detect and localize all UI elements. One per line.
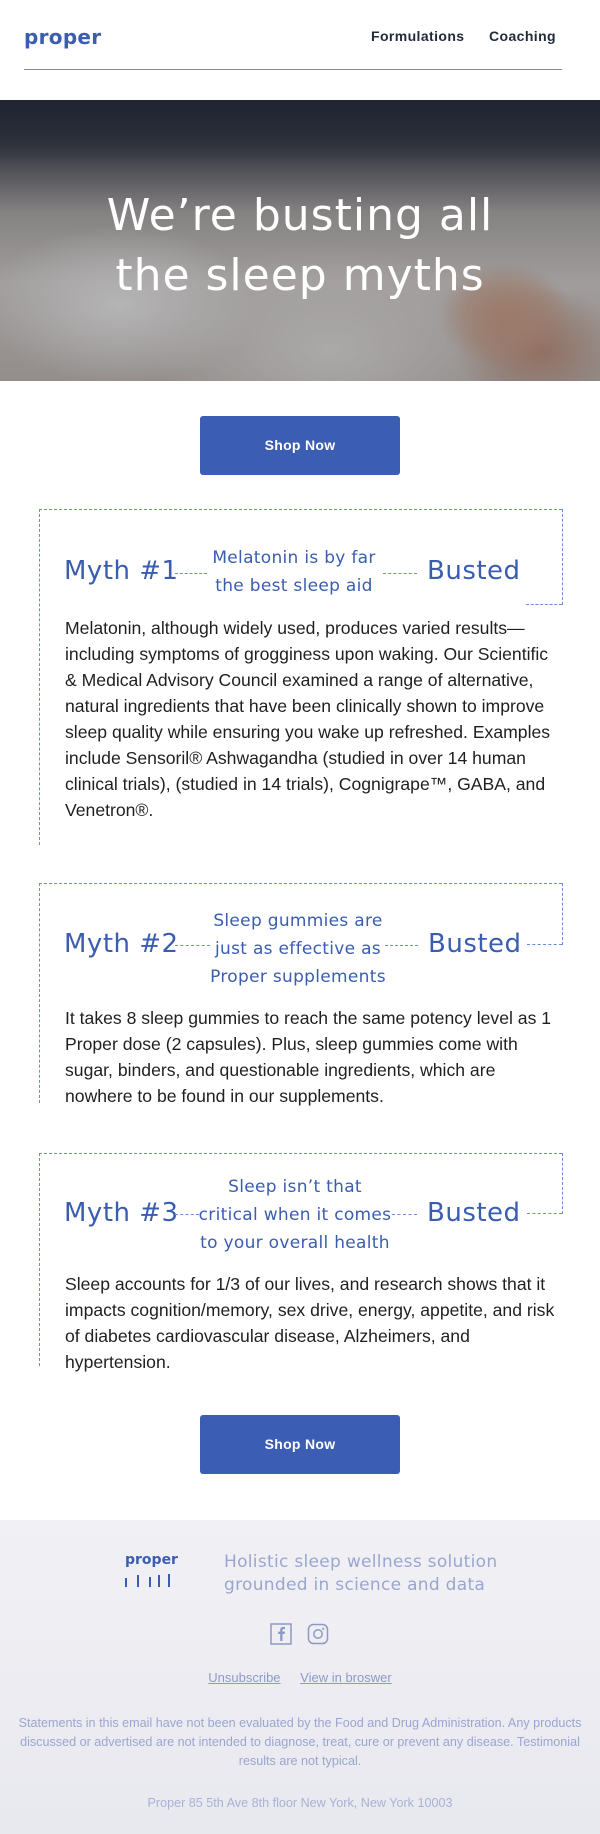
- myth-claim: [196, 1173, 394, 1257]
- myth-claim-line: Sleep isn’t that: [228, 1177, 362, 1197]
- myth-claim-line: Proper supplements: [210, 967, 386, 987]
- myth-frame-right: [562, 1153, 563, 1214]
- instagram-icon[interactable]: [307, 1623, 329, 1645]
- brand-logo[interactable]: proper: [24, 25, 102, 49]
- myth-label: Myth #1: [64, 556, 179, 586]
- myth-claim-line: to your overall health: [200, 1233, 390, 1253]
- myth-frame-top: [39, 509, 562, 510]
- myth-claim: [206, 544, 382, 600]
- myth-frame-hook: [527, 1213, 562, 1214]
- busted-label: Busted: [427, 1198, 521, 1228]
- nav-link-coaching[interactable]: Coaching: [489, 28, 556, 44]
- nav-link-formulations[interactable]: Formulations: [371, 28, 465, 44]
- myth-explanation: Melatonin, although widely used, produces varied results—including symptoms of grogginess upon waking. Our Scientific & Medical Advisory Council examined a range of alternative, natural ingredients that have been clinically shown to improve sleep quality while ensuring you wake up refreshed. Examples include Sensoril® Ashwagandha (studied in over 14 human clinical trials), (studied in 14 trials), Cognigrape™, GABA, and Venetron®.: [65, 618, 551, 820]
- fda-disclaimer: Statements in this email have not been evaluated by the Food and Drug Administration. Any products discussed or advertised are not intended to diagnose, treat, cure or prevent any disease. Testimonial results are not typical.: [18, 1716, 582, 1768]
- myth-frame-hook: [526, 604, 562, 605]
- myth-frame-right: [562, 883, 563, 945]
- email-footer: [0, 1520, 600, 1834]
- hero-title-line-1: We’re busting all: [106, 190, 494, 241]
- myth-frame-left: [39, 1153, 40, 1366]
- myth-claim-line: the best sleep aid: [215, 576, 373, 596]
- footer-links: [0, 1670, 600, 1685]
- hero-banner: [0, 100, 600, 381]
- myth-claim-line: critical when it comes: [198, 1205, 392, 1225]
- facebook-icon[interactable]: [270, 1623, 292, 1645]
- hero-title-line-2: the sleep myths: [115, 250, 485, 301]
- myth-section-1: [0, 509, 600, 849]
- myth-section-2: [0, 883, 600, 1105]
- myth-frame-top: [39, 1153, 562, 1154]
- busted-label: Busted: [427, 556, 521, 586]
- company-address: Proper 85 5th Ave 8th floor New York, New York 10003: [147, 1796, 453, 1810]
- myth-claim-line: Sleep gummies are: [213, 911, 383, 931]
- myth-claim: [209, 907, 387, 991]
- myth-explanation: It takes 8 sleep gummies to reach the same potency level as 1 Proper dose (2 capsules). Plus, sleep gummies come with sugar, binders, and questionable ingredients, which are nowhere to be found in our supplements.: [65, 1008, 552, 1106]
- email-header: [0, 0, 600, 86]
- myth-label: Myth #2: [64, 929, 179, 959]
- myth-connector-right: [385, 945, 418, 946]
- myth-connector-left: [175, 945, 210, 946]
- unsubscribe-link[interactable]: Unsubscribe: [208, 1670, 281, 1685]
- myth-frame-left: [39, 509, 40, 845]
- myth-section-3: [0, 1153, 600, 1372]
- myth-connector-left: [175, 573, 207, 574]
- myth-label: Myth #3: [64, 1198, 179, 1228]
- hero-title: [0, 186, 600, 306]
- shop-now-button-top[interactable]: Shop Now: [200, 416, 400, 475]
- myth-frame-top: [39, 883, 562, 884]
- view-in-browser-link[interactable]: View in broswer: [300, 1670, 392, 1685]
- header-divider: [24, 69, 562, 70]
- shop-now-button-bottom[interactable]: Shop Now: [200, 1415, 400, 1474]
- myth-explanation: Sleep accounts for 1/3 of our lives, and research shows that it impacts cognition/memory, sex drive, energy, appetite, and risk of diabetes cardiovascular disease, Alzheimers, and hypertension.: [65, 1274, 555, 1372]
- myth-claim-line: Melatonin is by far: [212, 548, 376, 568]
- busted-label: Busted: [428, 929, 522, 959]
- myth-frame-left: [39, 883, 40, 1103]
- myth-claim-line: just as effective as: [215, 939, 381, 959]
- footer-tagline: Holistic sleep wellness solution grounded in science and data: [224, 1552, 498, 1595]
- footer-logo[interactable]: proper: [125, 1552, 178, 1568]
- myth-connector-right: [392, 1214, 417, 1215]
- footer-logo-bars-icon: [125, 1573, 173, 1587]
- myth-connector-right: [383, 573, 417, 574]
- myth-frame-hook: [527, 944, 562, 945]
- myth-frame-right: [562, 509, 563, 605]
